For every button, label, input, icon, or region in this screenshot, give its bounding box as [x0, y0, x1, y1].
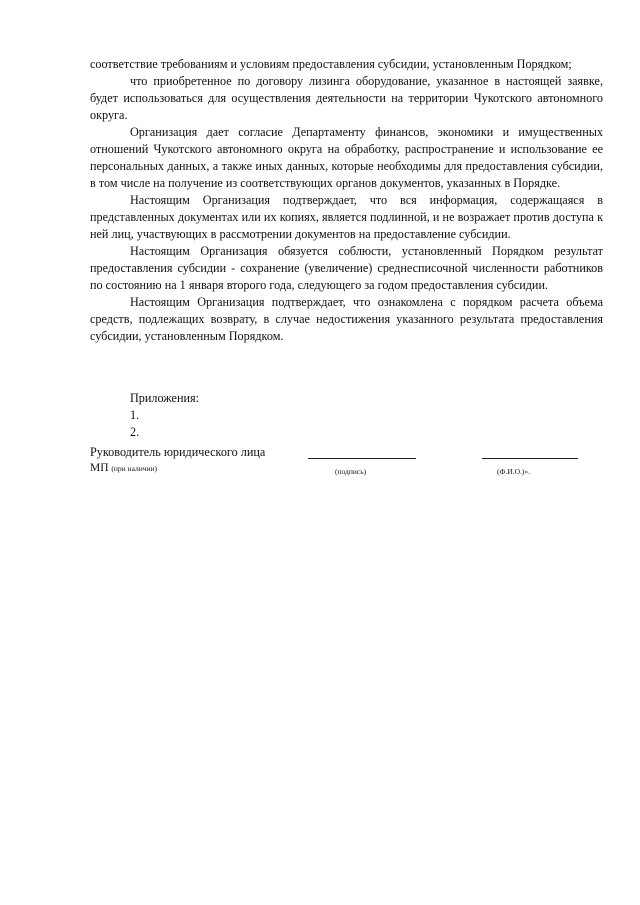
attachment-item: 1. [130, 408, 140, 422]
name-line [482, 458, 578, 459]
paragraph-compliance: соответствие требованиям и условиям предоставления субсидии, установленным Порядком; [90, 57, 572, 71]
signature-caption: (подпись) [335, 467, 367, 476]
signature-label: Руководитель юридического лица [90, 445, 266, 459]
attachment-item: 2. [130, 425, 140, 439]
paragraph-refund-acknowledgement: Настоящим Организация подтверждает, что ознакомлена с порядком расчета объема средств, подлежащих возврату, в случае недостижения указанного результата предоставления субсидии, установленным Порядком. [90, 295, 603, 343]
signature-line [308, 458, 416, 459]
stamp-place [90, 460, 157, 477]
name-caption: (Ф.И.О.)». [497, 467, 531, 476]
attachments-section [130, 390, 199, 441]
paragraph-obligation: Настоящим Организация обязуется соблюсти, установленный Порядком результат предоставления субсидии - сохранение (увеличение) среднесписочной численности работников по состоянию на 1 января второго года, следующего за годом предоставления субсидии. [90, 244, 603, 292]
stamp-note: (при наличии) [111, 464, 158, 473]
document-body [90, 56, 603, 345]
paragraph-consent: Организация дает согласие Департаменту финансов, экономики и имущественных отношений Чукотского автономного округа на обработку, распространение и использование ее персональных данных, а также иных данных, которые необходимы для предоставления субсидии, в том числе на получение из соответствующих органов документов, указанных в Порядке. [90, 125, 603, 190]
attachments-title: Приложения: [130, 391, 199, 405]
paragraph-equipment-use: что приобретенное по договору лизинга оборудование, указанное в настоящей заявке, будет использоваться для осуществления деятельности на территории Чукотского автономного округа. [90, 74, 603, 122]
stamp-label: МП [90, 462, 109, 474]
paragraph-authenticity: Настоящим Организация подтверждает, что вся информация, содержащаяся в представленных документах или их копиях, является подлинной, и не возражает против доступа к ней лиц, участвующих в рассмотрении документов на предоставление субсидии. [90, 193, 603, 241]
signature-block [90, 444, 610, 484]
